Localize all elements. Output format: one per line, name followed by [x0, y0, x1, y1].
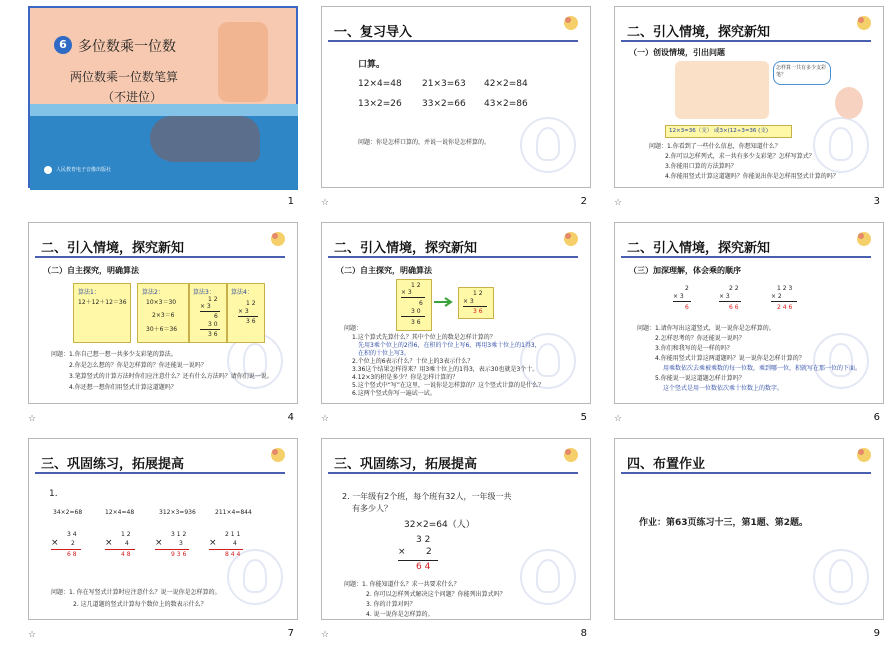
calc: 13×2=26: [358, 99, 402, 109]
slide-thumb-2[interactable]: [321, 6, 593, 217]
rule: [771, 301, 797, 302]
exercise-label: 1.: [49, 489, 58, 499]
star-icon: ☆: [28, 414, 37, 424]
calc-line: 1 2: [121, 531, 131, 538]
calc: 42×2=84: [484, 79, 528, 89]
slide-title: 二、引入情境，探究新知: [41, 241, 185, 256]
rule: [401, 316, 425, 317]
calc-line: 4: [233, 540, 237, 547]
calc-line: 3 6: [473, 308, 483, 315]
calc-line: × 3: [401, 289, 412, 296]
arrow-right-icon: [434, 297, 454, 307]
publisher: 人民教育电子音像出版社: [56, 167, 112, 173]
method-label: 算法1：: [78, 289, 100, 296]
calc-line: 3 2: [416, 535, 431, 545]
expr: 312×3=936: [159, 509, 196, 516]
method-expr: 12＋12＋12＝36: [78, 299, 127, 306]
question: 问题：1.你看到了一些什么信息，你想知道什么？: [649, 143, 781, 150]
calc-line: 6: [419, 300, 423, 307]
slide-title: 一、复习导入: [334, 25, 413, 40]
decoration-icon: [267, 227, 289, 249]
slide-thumb-7[interactable]: [28, 438, 300, 649]
question: 3.你能用口算的方法算吗？: [665, 163, 737, 170]
calc-result: 4 8: [121, 551, 131, 558]
slide-subtitle-2: （不进位）: [102, 90, 163, 104]
decoration-icon: [267, 443, 289, 465]
slide-thumb-1[interactable]: [28, 6, 300, 217]
section-heading: （二）自主探究，明确算法: [43, 266, 139, 275]
question: 问题：1. 你在写竖式计算时应注意什么？说一说你是怎样算的。: [51, 589, 221, 596]
watermark-icon: [813, 333, 869, 389]
question: 6.这两个竖式你写一遍试一试。: [352, 390, 436, 397]
rule: [401, 297, 425, 298]
watermark-icon: [520, 549, 576, 605]
title-underline: [621, 40, 871, 42]
title-underline: [621, 256, 871, 258]
whale-illustration: [150, 116, 260, 162]
question: 4.你能用竖式计算这两道题吗？说一说你是怎样计算的？: [655, 355, 805, 362]
calc-line: × 2: [771, 293, 782, 300]
slide-title: 二、引入情境，探究新知: [627, 241, 771, 256]
method-line: 30＋6＝36: [146, 326, 178, 333]
calc-line: × 3: [673, 293, 684, 300]
star-icon: ☆: [321, 198, 330, 208]
slide-number: 2: [580, 196, 587, 207]
unit-badge: 6: [54, 36, 72, 54]
method-box: [73, 283, 131, 343]
slide-title: 四、布置作业: [627, 457, 706, 472]
rule: [200, 329, 220, 330]
rule: [209, 549, 243, 550]
method-line: × 3: [200, 303, 211, 310]
method-line: × 3: [238, 308, 249, 315]
problem-text: 有多少人？: [352, 504, 392, 513]
slide-subtitle: 两位数乘一位数笔算: [70, 70, 179, 84]
method-label: 算法3：: [193, 289, 215, 296]
slide-thumb-3[interactable]: [614, 6, 886, 217]
rule: [673, 301, 691, 302]
vertical-calc-box: [396, 279, 432, 331]
slide-number: 3: [873, 196, 880, 207]
star-icon: ☆: [28, 630, 37, 640]
calc-line: 4: [125, 540, 129, 547]
method-box: [137, 283, 189, 343]
slide-number: 8: [580, 628, 587, 639]
method-line: 10×3＝30: [146, 299, 177, 306]
calc-line: 2: [426, 547, 432, 557]
classroom-illustration: [675, 61, 769, 119]
formula-box: 12×3=36（支） 或3×(12÷3=36 (支): [665, 125, 792, 138]
question: 3.笔算竖式的计算方法时你们应注意什么？还有什么方法吗？请你们说一说。: [69, 373, 273, 380]
calc-result: 9 3 6: [171, 551, 187, 558]
vertical-calc-box: [458, 287, 494, 319]
expr: 34×2=68: [53, 509, 83, 516]
question: 3.你们和我写的是一样的吗？: [655, 345, 733, 352]
calc: 43×2=86: [484, 99, 528, 109]
calc-result: 6 6: [729, 304, 739, 311]
question: 4.你还想一想你们用竖式计算这道题吗？: [69, 384, 177, 391]
title-underline: [35, 256, 285, 258]
slide-number: 6: [873, 412, 880, 423]
star-icon: ☆: [321, 630, 330, 640]
method-line: 1 2: [208, 296, 218, 303]
rule: [105, 549, 135, 550]
calc-line: 3 0: [411, 308, 421, 315]
calc-line: 3 4: [67, 531, 77, 538]
slide-title: 多位数乘一位数: [78, 39, 176, 55]
calc-line: 3: [179, 540, 183, 547]
calc-line: 3 6: [411, 319, 421, 326]
calc-line: × 3: [719, 293, 730, 300]
slide-thumb-9[interactable]: [614, 438, 886, 649]
question: 问题：1.请你写出这道竖式，说一说你是怎样算的。: [637, 325, 775, 332]
answer: 先用3乘个位上的2得6，在积的个位上写6，再用3乘十位上的1得3，: [358, 342, 541, 349]
slide-number: 4: [287, 412, 294, 423]
question: 2. 你可以怎样列式解决这个问题？你能列出算式吗？: [366, 591, 506, 598]
calc-result: 8 4 4: [225, 551, 241, 558]
calc-line: 2 1 1: [225, 531, 241, 538]
slide-thumb-5[interactable]: [321, 222, 593, 433]
calc: 21×3=63: [422, 79, 466, 89]
problem-text: 2. 一年级有2个班，每个班有32人，一年级一共: [342, 492, 512, 501]
decoration-icon: [853, 443, 875, 465]
question: 1.这个算式先算什么？其中个位上的数是怎样计算的？: [352, 334, 496, 341]
slide-thumb-4[interactable]: [28, 222, 300, 433]
question: 问题：: [344, 325, 363, 332]
calc-result: 6: [685, 304, 689, 311]
tiger-illustration: [218, 22, 268, 102]
question: 2. 这几道题的竖式计算每个数位上的数表示什么？: [73, 601, 207, 608]
question: 问题：1.你自己想一想一共多少支彩笔的算法。: [51, 351, 177, 358]
question: 4.你能用竖式计算这道题吗？你能说出你是怎样用竖式计算的吗？: [665, 173, 839, 180]
calc-line: 2: [685, 285, 689, 292]
speech-bubble: 怎样算一共有多少支彩笔？: [773, 61, 831, 85]
question: 5.你能说一说这道题怎样计算吗？: [655, 375, 745, 382]
homework-text: 作业：第63页练习十三，第1题、第2题。: [639, 518, 809, 528]
calc-line: 2: [71, 540, 75, 547]
heading: 口算。: [358, 60, 386, 70]
question: 2.怎样思考的？你还能说一说吗？: [655, 335, 745, 342]
calc-line: × 3: [463, 298, 474, 305]
star-icon: ☆: [321, 414, 330, 424]
decoration-icon: [560, 443, 582, 465]
watermark-icon: [520, 117, 576, 173]
method-line: 1 2: [246, 300, 256, 307]
times-sign: ×: [105, 538, 113, 548]
times-sign: ×: [51, 538, 59, 548]
section-heading: （一）创设情境，引出问题: [629, 48, 725, 57]
title-underline: [621, 472, 871, 474]
equation: 32×2=64（人）: [404, 520, 475, 530]
method-line: 3 0: [208, 321, 218, 328]
times-sign: ×: [155, 538, 163, 548]
star-icon: ☆: [614, 198, 623, 208]
calc-line: 1 2: [411, 282, 421, 289]
calc-line: 2 2: [729, 285, 739, 292]
child-illustration: [835, 87, 863, 119]
method-box: [227, 283, 265, 343]
calc-line: 1 2: [473, 290, 483, 297]
slide-number: 7: [287, 628, 294, 639]
slide-number: 1: [287, 196, 294, 207]
decoration-icon: [853, 227, 875, 249]
title-underline: [328, 256, 578, 258]
question: 4.12×3的积是多少？你是怎样计算的？: [352, 374, 459, 381]
question: 2.个位上的6表示什么？十位上的3表示什么？: [352, 358, 474, 365]
method-label: 算法4：: [231, 289, 253, 296]
question: 3. 你的计算对吗？: [366, 601, 416, 608]
title-underline: [328, 40, 578, 42]
section-heading: （二）自主探究，明确算法: [336, 266, 432, 275]
calc-result: 6 8: [67, 551, 77, 558]
method-line: 3 6: [246, 318, 256, 325]
question: 2.你是怎么想的？你是怎样算的？你还能说一说吗？: [69, 362, 207, 369]
calc-result: 2 4 6: [777, 304, 793, 311]
star-icon: ☆: [614, 414, 623, 424]
answer: 这个竖式是用一位数依次乘十位数上的数字。: [663, 385, 784, 392]
publisher-logo-icon: [44, 166, 52, 174]
rule: [398, 560, 438, 561]
slide-thumb-6[interactable]: [614, 222, 886, 433]
watermark-icon: [813, 549, 869, 605]
question: 2.你可以怎样列式，求一共有多少支彩笔？怎样写算式？: [665, 153, 815, 160]
decoration-icon: [853, 11, 875, 33]
rule: [719, 301, 741, 302]
calc: 33×2=66: [422, 99, 466, 109]
times-sign: ×: [398, 547, 406, 557]
method-line: 3 6: [208, 331, 218, 338]
rule: [200, 311, 220, 312]
calc-line: 1 2 3: [777, 285, 793, 292]
question: 4. 说一说你是怎样算的。: [366, 611, 434, 618]
rule: [155, 549, 189, 550]
decoration-icon: [560, 11, 582, 33]
calc: 12×4=48: [358, 79, 402, 89]
slide-title: 三、巩固练习，拓展提高: [41, 457, 185, 472]
slide-number: 9: [873, 628, 880, 639]
slide-title: 三、巩固练习，拓展提高: [334, 457, 478, 472]
method-label: 算法2：: [142, 289, 164, 296]
question: 5.这个竖式中“写”在这里，一说你是怎样算的？这个竖式计算的是什么？: [352, 382, 544, 389]
slide-title: 二、引入情境，探究新知: [627, 25, 771, 40]
times-sign: ×: [209, 538, 217, 548]
question: 3.36这个结果怎样得来？用3乘十位上的1得3，表示30也就是3个十。: [352, 366, 539, 373]
answer: 用乘数依次去乘被乘数的每一位数，乘到哪一位，积就写在那一位的下面。: [663, 365, 862, 372]
expr: 12×4=48: [105, 509, 135, 516]
slide-number: 5: [580, 412, 587, 423]
method-box: [189, 283, 227, 343]
method-line: 6: [214, 313, 218, 320]
calc-line: 3 1 2: [171, 531, 187, 538]
rule: [463, 306, 487, 307]
title-underline: [35, 472, 285, 474]
expr: 211×4=844: [215, 509, 252, 516]
slide-title: 二、引入情境，探究新知: [334, 241, 478, 256]
rule: [238, 316, 258, 317]
watermark-icon: [813, 117, 869, 173]
method-line: 2×3＝6: [152, 312, 175, 319]
slide-thumb-8[interactable]: [321, 438, 593, 649]
question: 问题：1. 你能知道什么？求一共要求什么？: [344, 581, 460, 588]
calc-result: 6 4: [416, 562, 431, 572]
rule: [51, 549, 81, 550]
answer: 在积的十位上写3。: [358, 350, 410, 357]
decoration-icon: [560, 227, 582, 249]
question: 问题：你是怎样口算的，并说一说你是怎样算的。: [358, 139, 491, 146]
title-underline: [328, 472, 578, 474]
section-heading: （三）加深理解，体会乘的顺序: [629, 266, 741, 275]
